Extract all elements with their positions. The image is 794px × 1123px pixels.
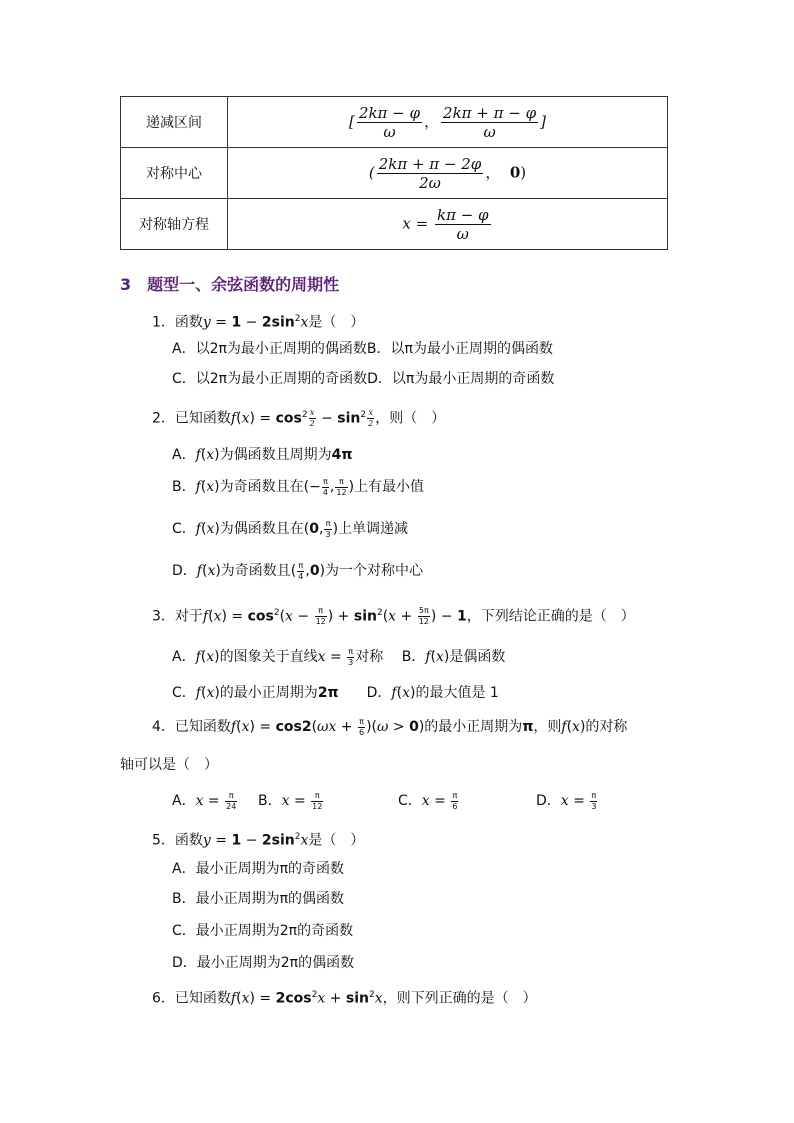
symmetry-center-cell: ( $\frac{2k\pi + \pi - 2\varphi}{2\omega}$ ， 0): [228, 148, 668, 199]
row-label: 递减区间: [121, 97, 228, 148]
question-2-option-d: D．f(x)为奇函数且( $\frac{\pi}{4}$ ,0)为一个对称中心: [172, 560, 424, 581]
question-5-option-c: C．最小正周期为2π的奇函数: [172, 923, 354, 939]
section-heading: [120, 272, 339, 295]
row-label: 对称中心: [121, 148, 228, 199]
question-1-options-ab: A．以2π为最小正周期的偶函数B．以π为最小正周期的偶函数: [172, 341, 553, 357]
question-5-option-a: A．最小正周期为π的奇函数: [172, 861, 345, 877]
question-1-options-cd: C．以2π为最小正周期的奇函数D．以π为最小正周期的奇函数: [172, 371, 555, 387]
table-row: [121, 97, 668, 148]
question-4-option-a: A．x = $\frac{\pi}{24}$: [172, 790, 237, 811]
question-5-stem: 5．函数$y = 1 - 2\sin^2x$是（ ）: [152, 832, 365, 849]
question-4-option-d: D．x = $\frac{\pi}{3}$: [536, 790, 597, 811]
table-row: [121, 148, 668, 199]
properties-table: [120, 96, 668, 250]
question-4-stem: 4．已知函数f(x) = cos2(ωx + $\frac{\pi}{6}$ )(ω > 0)的最小正周期为π，则f(x)的对称: [152, 716, 628, 737]
symmetry-axis-cell: x = $\frac{k\pi - \varphi}{\omega}$: [228, 199, 668, 250]
question-1-stem: 1．函数$y = 1 - 2\sin^2x$是（ ）: [152, 314, 365, 331]
section-title: 题型一、余弦函数的周期性: [147, 275, 340, 294]
row-label: 对称轴方程: [121, 199, 228, 250]
question-2-option-b: B．f(x)为奇函数且在(− $\frac{\pi}{4}$ , $\frac{\pi}{12}$ )上有最小值: [172, 476, 425, 497]
decreasing-interval-cell: [ $\frac{2k\pi - \varphi}{\omega}$ ， $\frac{2k\pi + \pi - \varphi}{\omega}$ ]: [228, 97, 668, 148]
question-3-stem: 3．对于$f(x) = \cos^2(x$ − $\frac{\pi}{12}$ ) + $\sin^2(x$ + $\frac{5\pi}{12}$ ) − 1，下列结论正确的是（ ）: [152, 606, 635, 627]
question-5-option-b: B．最小正周期为π的偶函数: [172, 891, 345, 907]
question-3-options-ab: A．f(x)的图象关于直线x = $\frac{\pi}{3}$ 对称 B．f(x)是偶函数: [172, 646, 506, 667]
question-5-option-d: D．最小正周期为2π的偶函数: [172, 955, 355, 971]
table-row: [121, 199, 668, 250]
question-6-stem: 6．已知函数$f(x) = 2\cos^2x + \sin^2x$，则下列正确的是（ ）: [152, 990, 537, 1007]
question-4-option-b: B．x = $\frac{\pi}{12}$: [258, 790, 323, 811]
question-4-option-c: C．x = $\frac{\pi}{6}$: [398, 790, 458, 811]
question-4-stem-cont: 轴可以是（ ）: [120, 757, 218, 773]
section-number: 3: [120, 275, 132, 294]
question-2-stem: 2．已知函数$f(x) = \cos^2$ $\frac{x}{2}$ − $\sin^2$ $\frac{x}{2}$ ，则（ ）: [152, 408, 446, 429]
question-2-option-c: C．f(x)为偶函数且在(0, $\frac{\pi}{3}$ )上单调递减: [172, 518, 409, 539]
question-2-option-a: A．f(x)为偶函数且周期为4π: [172, 447, 353, 463]
question-3-options-cd: C．f(x)的最小正周期为2π D．f(x)的最大值是 1: [172, 685, 499, 701]
